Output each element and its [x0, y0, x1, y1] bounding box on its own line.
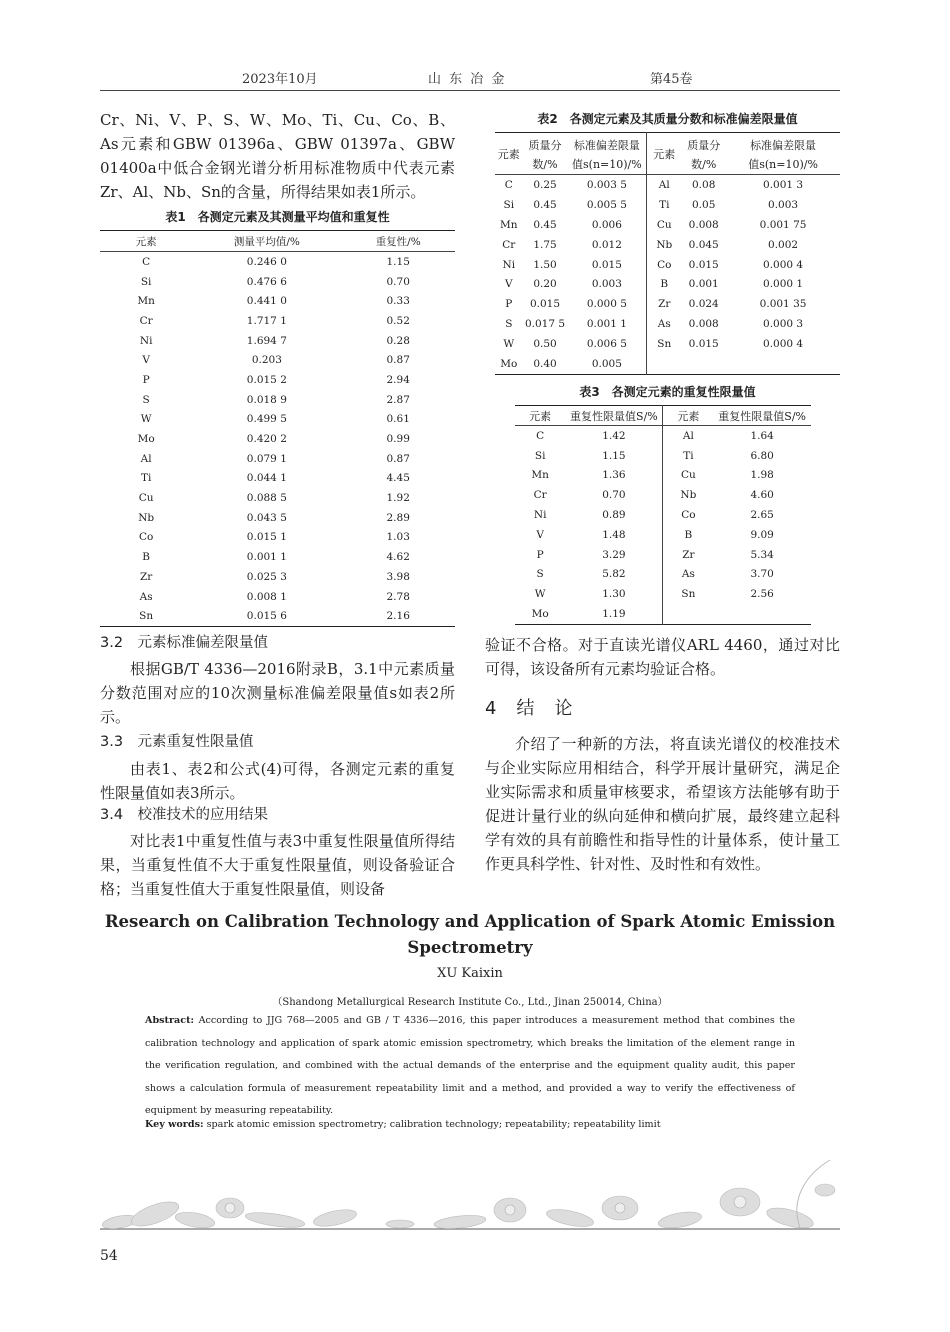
table3-cell: W [534, 588, 546, 601]
table1-cell: 2.94 [386, 373, 410, 386]
table3-cell: Si [534, 449, 546, 462]
section-3-2-text: 根据GB/T 4336—2016附录B，3.1中元素质量分数范围对应的10次测量标准偏差限量值s如表2所示。 [100, 660, 455, 726]
table2-cell: 0.008 [688, 318, 719, 331]
table2-cell: 0.024 [688, 298, 719, 311]
table1-cell: 0.33 [386, 295, 410, 308]
table1-row [100, 350, 455, 370]
table1-header-repeatability: 重复性/% [375, 235, 421, 248]
table3-cell: V [536, 528, 544, 541]
table2-caption: 表2 各测定元素及其质量分数和标准偏差限量值 [537, 112, 798, 126]
table3-row [515, 446, 811, 466]
table3-cell: As [681, 568, 695, 581]
table1-cell: 0.088 5 [246, 492, 287, 505]
table1-cell: 4.45 [386, 472, 410, 485]
table2-cell: C [504, 178, 513, 191]
table2-cell: 0.005 5 [567, 195, 646, 215]
table1-row [100, 606, 455, 626]
table2-cell: 0.25 [533, 178, 557, 191]
table3-cell: Cu [680, 469, 696, 482]
table2-header-mass-left-1: 质量分 [528, 139, 562, 152]
table3-cell: 2.65 [750, 509, 774, 522]
table2-cell: 0.003 5 [567, 175, 646, 195]
table2-cell: Nb [656, 238, 673, 251]
table2-row [495, 354, 840, 374]
table3-cell: 1.48 [565, 525, 663, 545]
table1-cell: 0.044 1 [246, 472, 287, 485]
table2-header-element-right: 元素 [653, 147, 676, 161]
table3-cell: Ti [683, 449, 694, 462]
table1-cell: 0.246 0 [246, 255, 287, 268]
table2-row [495, 294, 840, 314]
keywords-label: Key words: [145, 1119, 204, 1130]
table3-cell: 0.89 [565, 505, 663, 525]
table3-cell: 1.98 [750, 469, 774, 482]
table1-cell: 0.99 [386, 433, 410, 446]
table2-cell: 0.40 [533, 357, 557, 370]
table2-cell: 0.003 [768, 198, 799, 211]
table2-cell: Co [657, 258, 672, 271]
table2-header-element-left: 元素 [497, 147, 520, 161]
table2-header-mass-right-2: 数/% [691, 158, 717, 171]
table2-header-sd-left-2: 值s(n=10)/% [567, 154, 646, 175]
table1-cell: 0.61 [386, 413, 410, 426]
table1-cell: 1.717 1 [246, 314, 287, 327]
table3-cell: 5.34 [750, 548, 774, 561]
table2-cell: 0.50 [533, 338, 557, 351]
section-3-4-title: 3.4 校准技术的应用结果 [100, 807, 269, 823]
keywords-text: spark atomic emission spectrometry; calibration technology; repeatability; repeatability limit [206, 1119, 661, 1130]
table1-cell: 0.420 2 [246, 433, 287, 446]
table1-cell: 0.015 6 [246, 610, 287, 623]
table1-cell: 1.03 [386, 531, 410, 544]
table1-header-element: 元素 [135, 235, 157, 248]
table3-row [515, 584, 811, 604]
table1-row [100, 587, 455, 607]
table3-cell: Mo [531, 608, 549, 621]
table2-row [495, 255, 840, 275]
table2-row [495, 195, 840, 215]
table2-cell: Sn [657, 338, 672, 351]
english-author: XU Kaixin [437, 966, 503, 981]
table3-row [515, 426, 811, 446]
table2-row [495, 175, 840, 195]
table1-cell: Ni [139, 334, 153, 347]
table1-cell: 4.62 [386, 551, 410, 564]
table2-cell [647, 354, 682, 374]
table2-cell: 0.002 [768, 238, 799, 251]
table2-cell: 0.015 [688, 338, 719, 351]
table1-cell: 0.015 2 [246, 373, 287, 386]
table3-cell: 6.80 [750, 449, 774, 462]
table2-cell: 0.000 1 [763, 278, 804, 291]
table1-cell: 2.87 [386, 393, 410, 406]
table2-cell: Ti [659, 198, 670, 211]
header-journal: 山 东 冶 金 [428, 72, 507, 87]
table2-header-sd-left-1: 标准偏差限量 [567, 133, 646, 155]
table3-cell: Al [682, 429, 694, 442]
english-title-line-1: Research on Calibration Technology and Application of Spark Atomic Emission [104, 912, 836, 931]
table2-cell: 0.001 3 [763, 178, 804, 191]
table2-cell: 0.000 5 [567, 294, 646, 314]
table2-cell: 0.045 [688, 238, 719, 251]
table2-cell: 0.017 5 [524, 318, 566, 331]
table1-row [100, 370, 455, 390]
table2-header-mass-right-1: 质量分 [687, 139, 721, 152]
table1-cell: Cu [138, 492, 154, 505]
table2-cell: 0.006 5 [567, 334, 646, 354]
table2-cell: 0.015 [567, 255, 646, 275]
table2-cell: Mn [500, 218, 518, 231]
table1-cell: 0.28 [386, 334, 410, 347]
table1-cell: 1.694 7 [246, 334, 287, 347]
table2-cell [726, 354, 840, 374]
table3-cell: Sn [681, 588, 696, 601]
table3-cell: P [536, 548, 544, 561]
table1-row [100, 547, 455, 567]
table3-cell: Ni [533, 509, 547, 522]
table2-header-sd-right-2: 值s(n=10)/% [748, 158, 818, 171]
table1-cell: P [142, 373, 150, 386]
table2-cell: 0.000 4 [763, 258, 804, 271]
abstract-text: According to JJG 768—2005 and GB / T 4336—2016, this paper introduces a measurement method that combines the calibration technology and application of spark atomic emission spectrometry, which breaks the limitation of the element range in the verification regulation, and combined with the actual demands of the enterprise and the equipment quality audit, this paper shows a calculation formula of measurement repeatability limit and a method, and provided a way to verify the effectiveness of equipment by measuring repeatability. [145, 1015, 795, 1116]
table2-cell: 0.005 [567, 354, 646, 374]
table3-header-element-left: 元素 [529, 409, 552, 423]
table2-row [495, 274, 840, 294]
table2-row [495, 334, 840, 354]
right-continuation-text: 验证不合格。对于直读光谱仪ARL 4460，通过对比可得，该设备所有元素均验证合格。 [485, 636, 840, 678]
table3-cell: Nb [680, 489, 697, 502]
table3-cell: 0.70 [565, 485, 663, 505]
table2-cell: W [503, 338, 515, 351]
table2-header-sd-right-1: 标准偏差限量 [750, 139, 817, 152]
table2-cell: 0.45 [533, 198, 557, 211]
page-number: 54 [100, 1248, 118, 1264]
table1-cell: 0.079 1 [246, 452, 287, 465]
table1-row [100, 410, 455, 430]
table3-cell: 1.30 [565, 584, 663, 604]
table2-row [495, 314, 840, 334]
table2-cell: 0.003 [567, 274, 646, 294]
table2-cell: 0.45 [533, 218, 557, 231]
table2-cell: 0.008 [688, 218, 719, 231]
table1-cell: 2.16 [386, 610, 410, 623]
table2 [495, 132, 840, 375]
table3-cell: C [536, 429, 545, 442]
english-title-line-2: Spectrometry [407, 938, 533, 957]
table1-cell: 2.89 [386, 511, 410, 524]
abstract-label: Abstract: [145, 1015, 195, 1026]
table1-row [100, 252, 455, 272]
table2-cell: Ni [502, 258, 516, 271]
table2-cell: 0.015 [529, 298, 561, 311]
english-affiliation: （Shandong Metallurgical Research Institute Co., Ltd., Jinan 250014, China） [272, 997, 668, 1008]
table2-cell: 0.006 [567, 215, 646, 235]
table3-header-limit-right: 重复性限量值S/% [718, 409, 806, 423]
table3-row [515, 545, 811, 565]
table3-row [515, 485, 811, 505]
table3-header-element-right: 元素 [677, 409, 700, 423]
table2-cell: 0.000 3 [763, 318, 804, 331]
table1-row [100, 449, 455, 469]
table2-cell: 0.08 [692, 178, 716, 191]
table3-cell: 3.70 [750, 568, 774, 581]
section-4-text: 介绍了一种新的方法，将直读光谱仪的校准技术与企业实际应用相结合，科学开展计量研究，满足企业实际需求和质量审核要求，希望该方法能够有助于促进计量行业的纵向延伸和横向扩展，最终建立起科学有效的具有前瞻性和指导性的计量体系，使计量工作更具科学性、针对性、及时性和有效性。 [485, 735, 840, 873]
table3-cell: 1.36 [565, 466, 663, 486]
table1-cell: 0.70 [386, 275, 410, 288]
table1-row [100, 331, 455, 351]
table1-row [100, 272, 455, 292]
section-3-4-text: 对比表1中重复性值与表3中重复性限量值所得结果，当重复性值不大于重复性限量值，则设备验证合格；当重复性值大于重复性限量值，则设备 [100, 832, 455, 898]
table3-cell: 1.19 [565, 604, 663, 624]
table1-cell: Zr [139, 570, 153, 583]
table1-row [100, 528, 455, 548]
table2-cell: Zr [658, 298, 671, 311]
table3-cell: Co [681, 509, 696, 522]
table3-cell: 9.09 [750, 528, 774, 541]
table1-cell: 0.499 5 [246, 413, 287, 426]
table1-cell: W [140, 413, 152, 426]
table2-cell: 0.001 35 [759, 298, 807, 311]
table1 [100, 230, 455, 627]
table2-cell: Cu [656, 218, 672, 231]
table1-row [100, 508, 455, 528]
table2-cell: Si [503, 198, 515, 211]
table3-cell: S [536, 568, 544, 581]
table1-row [100, 311, 455, 331]
table2-cell: 0.001 [688, 278, 719, 291]
table1-header-mean: 测量平均值/% [233, 235, 300, 248]
table2-cell: As [657, 318, 671, 331]
table1-cell: 3.98 [386, 570, 410, 583]
header-volume: 第45卷 [650, 72, 693, 87]
table3-row [515, 525, 811, 545]
table1-cell: 0.87 [386, 452, 410, 465]
table1-cell: Cr [139, 314, 153, 327]
section-3-3-title: 3.3 元素重复性限量值 [100, 734, 254, 750]
table1-row [100, 429, 455, 449]
table3-cell: Zr [682, 548, 695, 561]
table1-cell: Mo [137, 433, 155, 446]
table1-cell: C [142, 255, 151, 268]
table1-row [100, 488, 455, 508]
header-date: 2023年10月 [242, 72, 318, 87]
english-keywords [145, 1119, 795, 1130]
left-intro-paragraph: Cr、Ni、V、P、S、W、Mo、Ti、Cu、Co、B、As元素和GBW 01396a、GBW 01397a、GBW 01400a中低合金钢光谱分析用标准物质中代表元素Zr、Al、Nb、Sn的含量，所得结果如表1所示。 [100, 111, 455, 201]
table3-cell: 4.60 [750, 489, 774, 502]
table1-cell: Sn [139, 610, 154, 623]
table1-cell: 0.018 9 [246, 393, 287, 406]
table3-cell: 1.64 [750, 429, 774, 442]
table3-cell: 2.56 [750, 588, 774, 601]
floral-ornament [100, 1150, 840, 1240]
table1-cell: 0.043 5 [246, 511, 287, 524]
table1-cell: Si [140, 275, 152, 288]
table3-cell: B [684, 528, 693, 541]
table3-cell: 1.15 [565, 446, 663, 466]
table1-cell: Ti [140, 472, 152, 485]
table1-cell: 2.78 [386, 590, 410, 603]
table1-row [100, 469, 455, 489]
table1-cell: B [142, 551, 150, 564]
table3-caption: 表3 各测定元素的重复性限量值 [579, 385, 756, 399]
table1-cell: As [139, 590, 153, 603]
table1-cell: 0.025 3 [246, 570, 287, 583]
section-3-3-text: 由表1、表2和公式(4)可得，各测定元素的重复性限量值如表3所示。 [100, 760, 455, 802]
table2-cell: 0.05 [692, 198, 716, 211]
table2-cell: 0.015 [688, 258, 719, 271]
table3-cell: 3.29 [565, 545, 663, 565]
table3-cell: 1.42 [565, 426, 663, 446]
table1-cell: V [142, 354, 150, 367]
table1-cell: 0.008 1 [246, 590, 287, 603]
table2-cell: 0.012 [567, 235, 646, 255]
table1-cell: Al [140, 452, 152, 465]
table1-cell: Mn [137, 295, 155, 308]
table3-cell [663, 604, 713, 624]
table2-cell: Al [658, 178, 670, 191]
table1-cell: Co [138, 531, 154, 544]
table1-cell: 0.015 1 [246, 531, 287, 544]
table2-cell: 0.000 4 [763, 338, 804, 351]
table1-cell: 0.52 [386, 314, 410, 327]
table1-row [100, 291, 455, 311]
table2-cell: Mo [500, 357, 518, 370]
table3-row [515, 505, 811, 525]
table1-row [100, 390, 455, 410]
table1-cell: 0.203 [251, 354, 282, 367]
table3-cell: Cr [533, 489, 547, 502]
table2-cell: 1.75 [533, 238, 557, 251]
table1-caption: 表1 各测定元素及其测量平均值和重复性 [165, 210, 390, 224]
table2-cell: 0.001 1 [567, 314, 646, 334]
english-abstract [145, 1010, 795, 1123]
section-4-title: 4 结 论 [485, 698, 574, 719]
table2-cell: Cr [502, 238, 516, 251]
table1-cell: 0.87 [386, 354, 410, 367]
table3-cell: 5.82 [565, 565, 663, 585]
table2-cell: 1.50 [533, 258, 557, 271]
section-3-2-title: 3.2 元素标准偏差限量值 [100, 635, 269, 651]
table2-cell: B [660, 278, 669, 291]
table3-row [515, 466, 811, 486]
table3 [515, 405, 811, 625]
table1-cell: S [142, 393, 150, 406]
table3-row [515, 604, 811, 624]
table3-cell: Mn [531, 469, 549, 482]
table2-cell [681, 354, 726, 374]
table2-header-mass-left-2: 数/% [532, 158, 558, 171]
table1-cell: 0.001 1 [246, 551, 287, 564]
table1-cell: 1.15 [386, 255, 410, 268]
table2-row [495, 215, 840, 235]
table2-cell: S [505, 318, 513, 331]
table2-cell: V [505, 278, 513, 291]
header-rule [100, 90, 840, 91]
table3-cell [713, 604, 811, 624]
table2-cell: 0.20 [533, 278, 557, 291]
table1-cell: Nb [138, 511, 155, 524]
table1-cell: 0.441 0 [246, 295, 287, 308]
table2-row [495, 235, 840, 255]
table1-row [100, 567, 455, 587]
table2-cell: 0.001 75 [759, 218, 807, 231]
table1-cell: 0.476 6 [246, 275, 287, 288]
table1-cell: 1.92 [386, 492, 410, 505]
table2-cell: P [505, 298, 513, 311]
table3-row [515, 565, 811, 585]
table3-header-limit-left: 重复性限量值S/% [565, 406, 663, 426]
